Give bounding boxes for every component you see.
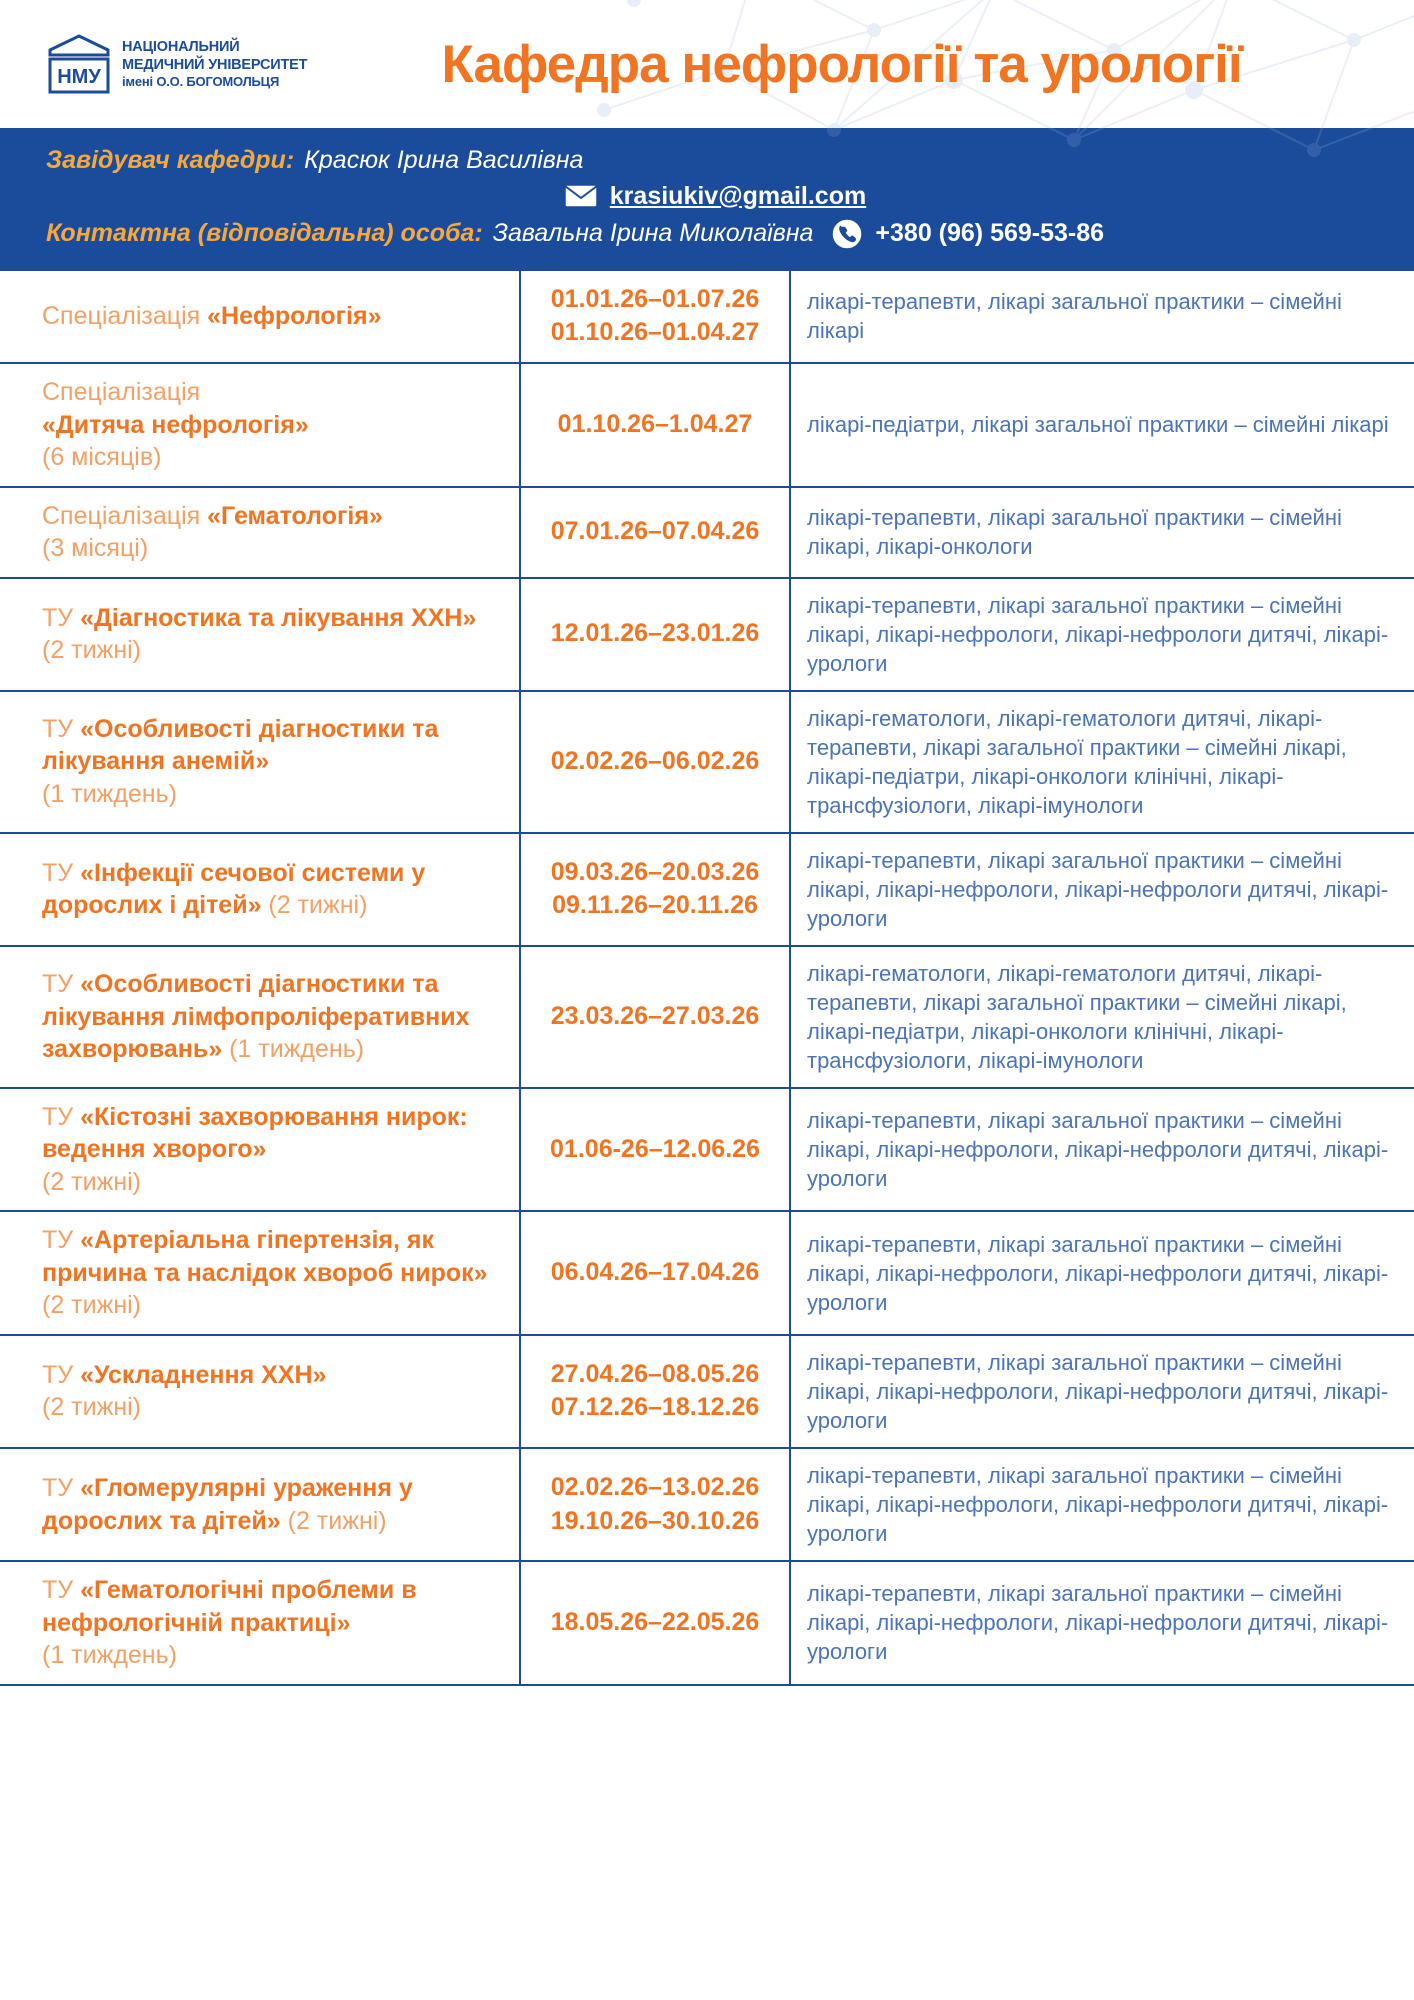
- university-emblem-icon: [46, 33, 112, 95]
- university-name-line2: МЕДИЧНИЙ УНІВЕРСИТЕТ: [122, 56, 308, 73]
- course-name-cell: ТУ «Артеріальна гіпертензія, як причина та наслідок хвороб нирок» (2 тижні): [0, 1211, 520, 1335]
- course-dates-cell: 06.04.26–17.04.26: [520, 1211, 790, 1335]
- course-name-cell: ТУ «Інфекції сечової системи у дорослих і дітей» (2 тижні): [0, 833, 520, 946]
- course-audience-cell: лікарі-терапевти, лікарі загальної практики – сімейні лікарі, лікарі-нефрологи, лікарі-нефрологи дитячі, лікарі-урологи: [790, 833, 1414, 946]
- table-row: [0, 833, 1414, 946]
- table-row: [0, 1335, 1414, 1448]
- course-audience-cell: лікарі-терапевти, лікарі загальної практики – сімейні лікарі, лікарі-нефрологи, лікарі-нефрологи дитячі, лікарі-урологи: [790, 1211, 1414, 1335]
- table-row: [0, 270, 1414, 364]
- svg-text:НМУ: НМУ: [57, 66, 101, 88]
- course-dates-cell: 07.01.26–07.04.26: [520, 487, 790, 578]
- course-name-cell: ТУ «Кістозні захворювання нирок: ведення хворого» (2 тижні): [0, 1088, 520, 1212]
- contact-person-name: Завальна Ірина Миколаївна: [492, 218, 814, 247]
- course-name-cell: Спеціалізація «Дитяча нефрологія» (6 місяців): [0, 363, 520, 487]
- course-name-cell: ТУ «Гломерулярні ураження у дорослих та дітей» (2 тижні): [0, 1448, 520, 1561]
- course-audience-cell: лікарі-терапевти, лікарі загальної практики – сімейні лікарі, лікарі-нефрологи, лікарі-нефрологи дитячі, лікарі-урологи: [790, 1448, 1414, 1561]
- course-audience-cell: лікарі-терапевти, лікарі загальної практики – сімейні лікарі, лікарі-нефрологи, лікарі-нефрологи дитячі, лікарі-урологи: [790, 1088, 1414, 1212]
- course-dates-cell: 23.03.26–27.03.26: [520, 946, 790, 1088]
- course-audience-cell: лікарі-терапевти, лікарі загальної практики – сімейні лікарі, лікарі-нефрологи, лікарі-нефрологи дитячі, лікарі-урологи: [790, 1335, 1414, 1448]
- course-schedule-body: [0, 270, 1414, 1685]
- page-header: [0, 0, 1414, 128]
- course-name-cell: Спеціалізація «Гематологія» (3 місяці): [0, 487, 520, 578]
- course-audience-cell: лікарі-терапевти, лікарі загальної практики – сімейні лікарі: [790, 270, 1414, 364]
- table-row: [0, 1088, 1414, 1212]
- university-name: [122, 38, 307, 91]
- course-schedule-table: [0, 269, 1414, 1686]
- course-dates-cell: 18.05.26–22.05.26: [520, 1561, 790, 1685]
- course-dates-cell: 01.06-26–12.06.26: [520, 1088, 790, 1212]
- table-row: [0, 578, 1414, 691]
- course-name-cell: ТУ «Особливості діагностики та лікування анемій» (1 тиждень): [0, 691, 520, 833]
- university-logo: [46, 33, 307, 95]
- course-audience-cell: лікарі-терапевти, лікарі загальної практики – сімейні лікарі, лікарі-онкологи: [790, 487, 1414, 578]
- course-audience-cell: лікарі-терапевти, лікарі загальної практики – сімейні лікарі, лікарі-нефрологи, лікарі-нефрологи дитячі, лікарі-урологи: [790, 1561, 1414, 1685]
- contact-person-label: Контактна (відповідальна) особа:: [46, 218, 483, 247]
- course-audience-cell: лікарі-гематологи, лікарі-гематологи дитячі, лікарі-терапевти, лікарі загальної практики – сімейні лікарі, лікарі-педіатри, лікарі-онкологи клінічні, лікарі-трансфузіологи, лікарі-імунологи: [790, 946, 1414, 1088]
- table-row: [0, 363, 1414, 487]
- course-dates-cell: 12.01.26–23.01.26: [520, 578, 790, 691]
- phone-row[interactable]: [831, 217, 1104, 251]
- table-row: [0, 1211, 1414, 1335]
- course-dates-cell: 01.01.26–01.07.26 01.10.26–01.04.27: [520, 270, 790, 364]
- university-name-line3: імені О.О. БОГОМОЛЬЦЯ: [122, 74, 280, 89]
- course-dates-cell: 09.03.26–20.03.26 09.11.26–20.11.26: [520, 833, 790, 946]
- department-head-label: Завідувач кафедри:: [46, 146, 295, 174]
- table-row: [0, 487, 1414, 578]
- email-row[interactable]: [46, 182, 1384, 211]
- course-dates-cell: 02.02.26–13.02.26 19.10.26–30.10.26: [520, 1448, 790, 1561]
- course-audience-cell: лікарі-гематологи, лікарі-гематологи дитячі, лікарі-терапевти, лікарі загальної практики – сімейні лікарі, лікарі-педіатри, лікарі-онкологи клінічні, лікарі-трансфузіологи, лікарі-імунологи: [790, 691, 1414, 833]
- table-row: [0, 1448, 1414, 1561]
- university-name-line1: НАЦІОНАЛЬНИЙ: [122, 38, 240, 55]
- contact-band: [0, 128, 1414, 269]
- course-audience-cell: лікарі-терапевти, лікарі загальної практики – сімейні лікарі, лікарі-нефрологи, лікарі-нефрологи дитячі, лікарі-урологи: [790, 578, 1414, 691]
- email-link[interactable]: krasiukiv@gmail.com: [609, 181, 867, 210]
- table-row: [0, 946, 1414, 1088]
- course-dates-cell: 27.04.26–08.05.26 07.12.26–18.12.26: [520, 1335, 790, 1448]
- page-title: Кафедра нефрології та урології: [441, 34, 1242, 94]
- course-audience-cell: лікарі-педіатри, лікарі загальної практики – сімейні лікарі: [790, 363, 1414, 487]
- course-name-cell: ТУ «Діагностика та лікування ХХН» (2 тижні): [0, 578, 520, 691]
- course-name-cell: ТУ «Гематологічні проблеми в нефрологічній практиці» (1 тиждень): [0, 1561, 520, 1685]
- course-dates-cell: 02.02.26–06.02.26: [520, 691, 790, 833]
- course-name-cell: Спеціалізація «Нефрологія»: [0, 270, 520, 364]
- phone-icon: [831, 218, 863, 250]
- contact-person-row: [46, 217, 1384, 251]
- course-dates-cell: 01.10.26–1.04.27: [520, 363, 790, 487]
- table-row: [0, 1561, 1414, 1685]
- envelope-icon: [564, 184, 598, 208]
- course-name-cell: ТУ «Ускладнення ХХН» (2 тижні): [0, 1335, 520, 1448]
- course-name-cell: ТУ «Особливості діагностики та лікування лімфопроліферативних захворювань» (1 тиждень): [0, 946, 520, 1088]
- department-head-row: [46, 144, 1384, 178]
- department-head-name: Красюк Ірина Василівна: [304, 146, 584, 174]
- table-row: [0, 691, 1414, 833]
- phone-number[interactable]: +380 (96) 569-53-86: [875, 218, 1105, 247]
